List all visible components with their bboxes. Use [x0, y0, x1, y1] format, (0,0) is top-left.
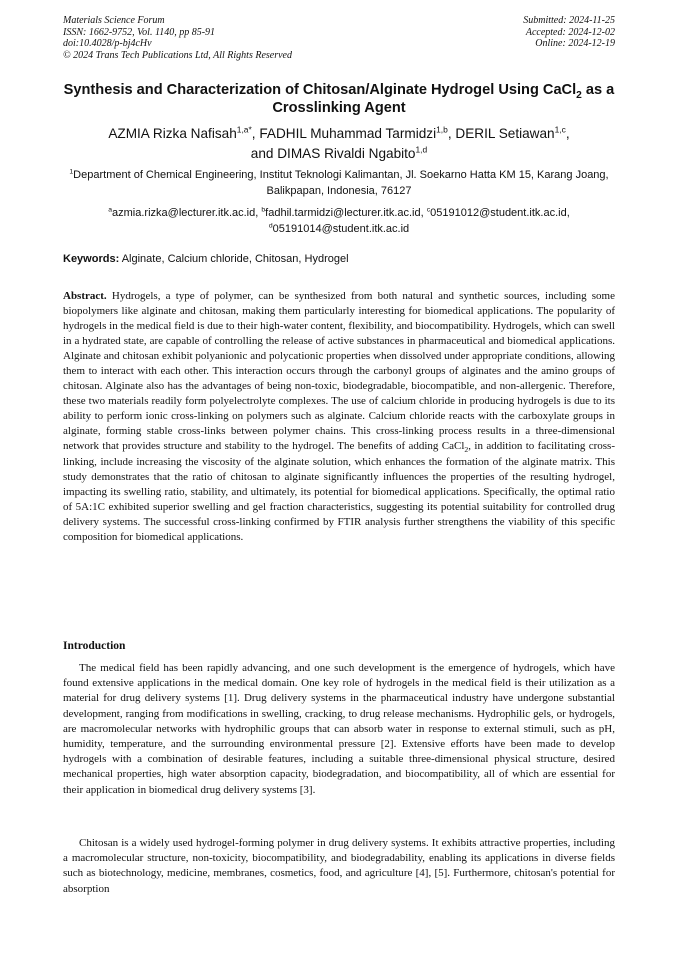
- journal-info: [63, 15, 292, 61]
- keywords-label: Keywords:: [63, 253, 120, 265]
- email-link[interactable]: 05191012@student.itk.ac.id: [430, 207, 567, 219]
- author-emails: $^a$azmia.rizka@lecturer.itk.ac.id, $^b$fadhil.tarmidzi@lecturer.itk.ac.id, $^c$05191012@student.itk.ac.id, $^d$05191014@student.itk.ac.id: [108, 206, 570, 235]
- author-name: DERIL Setiawan: [455, 126, 555, 141]
- author-name: FADHIL Muhammad Tarmidzi: [259, 126, 437, 141]
- doi[interactable]: doi:10.4028/p-bj4cHv: [63, 38, 152, 50]
- author-name: and DIMAS Rivaldi Ngabito: [250, 146, 416, 161]
- paragraph: The medical field has been rapidly advancing, and one such development is the emergence of hydrogels, which have found extensive applications in the medical domain. One key role of hydrogels in the medical field is their utilization as a material for drug delivery systems [1]. Drug delivery systems in the pharmaceutical industry have undergone substantial development, ranging from modifications in swelling, cracking, to drug release mechanisms. Hydrophilic gels, or hydrogels, are macromolecular networks with hydrophilic groups that can absorb water in response to external stimuli, such as pH, humidity, temperature, and the surrounding environmental pressure [2]. Extensive efforts have been made to develop hydrogels with a combination of desirable features, including a suitable three-dimensional physical structure, desired mechanical properties, high water absorption capacity, biodegradation, and biocompatibility, all of which are essential for their application in biomedical drug delivery systems [3].: [63, 662, 615, 796]
- online-date: Online: 2024-12-19: [535, 38, 615, 50]
- issn-volume: ISSN: 1662-9752, Vol. 1140, pp 85-91: [63, 26, 216, 38]
- journal-name: Materials Science Forum: [63, 15, 165, 26]
- submitted-date: Submitted: 2024-11-25: [523, 15, 615, 26]
- affiliation: $^1$Department of Chemical Engineering, Institut Teknologi Kalimantan, Jl. Soekarno Hatta KM 15, Karang Joang, Balikpapan, Indonesia, 76127: [69, 168, 609, 197]
- author-list: AZMIA Rizka Nafisah$^{1,a*}$, FADHIL Muhammad Tarmidzi$^{1,b}$, DERIL Setiawan$^{1,c}$, and DIMAS Rivaldi Ngabito$^{1,d}$: [108, 124, 570, 161]
- section-heading-introduction: Introduction: [63, 640, 126, 652]
- copyright: © 2024 Trans Tech Publications Ltd, All Rights Reserved: [63, 49, 292, 61]
- paragraph: Chitosan is a widely used hydrogel-forming polymer in drug delivery systems. It exhibits attractive properties, including a macromolecular structure, non-toxicity, biocompatibility, and biodegradability, enabling its applications in diverse fields such as biotechnology, medicine, membranes, cosmetics, food, and agriculture [4], [5]. Furthermore, chitosan's potential for absorption: [63, 837, 615, 895]
- publication-dates: [523, 15, 615, 50]
- accepted-date: Accepted: 2024-12-02: [525, 26, 615, 38]
- email-link[interactable]: azmia.rizka@lecturer.itk.ac.id: [112, 207, 256, 219]
- paper-title: Synthesis and Characterization of Chitosan/Alginate Hydrogel Using CaCl$_2$ as a Crosslinking Agent: [63, 82, 615, 116]
- abstract-label: Abstract.: [63, 290, 107, 302]
- email-link[interactable]: fadhil.tarmidzi@lecturer.itk.ac.id: [265, 207, 421, 219]
- author-name: AZMIA Rizka Nafisah: [108, 126, 237, 141]
- abstract: Abstract. Hydrogels, a type of polymer, can be synthesized from both natural and synthetic sources, including some biopolymers like alginate and chitosan, making them particularly interesting for biomedical applications. The popularity of hydrogels in the medical field is due to their high-water content, flexibility, and biocompatibility. Hydrogels, which can swell in a hydrated state, are capable of controlling the release of active substances in pharmaceutical and biomedical applications. Alginate and chitosan exhibit polyanionic and polycationic properties when dissolved under appropriate conditions, allowing them to interact with each other. This interaction occurs through the carbonyl groups of alginates and the amino groups of chitosan. Alginate also has the advantages of being non-toxic, biodegradable, biocompatible, and non-allergenic. Therefore, these two materials readily form polyelectrolyte complexes. The use of calcium chloride in producing hydrogels is due to its ability to perform ionic cross-linking on polymers such as alginate. Calcium chloride reacts with the carboxylate groups in alginate, forming stable cross-links between polymer chains. This cross-linking process results in a three-dimensional network that provides structure and stability to the hydrogel. The benefits of adding CaCl$_2$, in addition to facilitating cross-linking, include increasing the viscosity of the alginate solution, which enhances the formation of the alginate matrix. This study demonstrates that the ratio of chitosan to alginate significantly influences the properties of the resulting hydrogel, impacting its swelling ratio, stability, and ultimately, its potential for biomedical applications. Specifically, the optimal ratio of 5A:1C exhibited superior swelling and gel fraction characteristics, suggesting its potential suitability for controlled drug delivery systems. The successful cross-linking confirmed by FTIR analysis further strengthens the viability of this specific composition for biomedical applications.: [63, 290, 615, 543]
- keywords: Keywords: Alginate, Calcium chloride, Chitosan, Hydrogel: [63, 253, 349, 265]
- email-link[interactable]: 05191014@student.itk.ac.id: [272, 223, 410, 235]
